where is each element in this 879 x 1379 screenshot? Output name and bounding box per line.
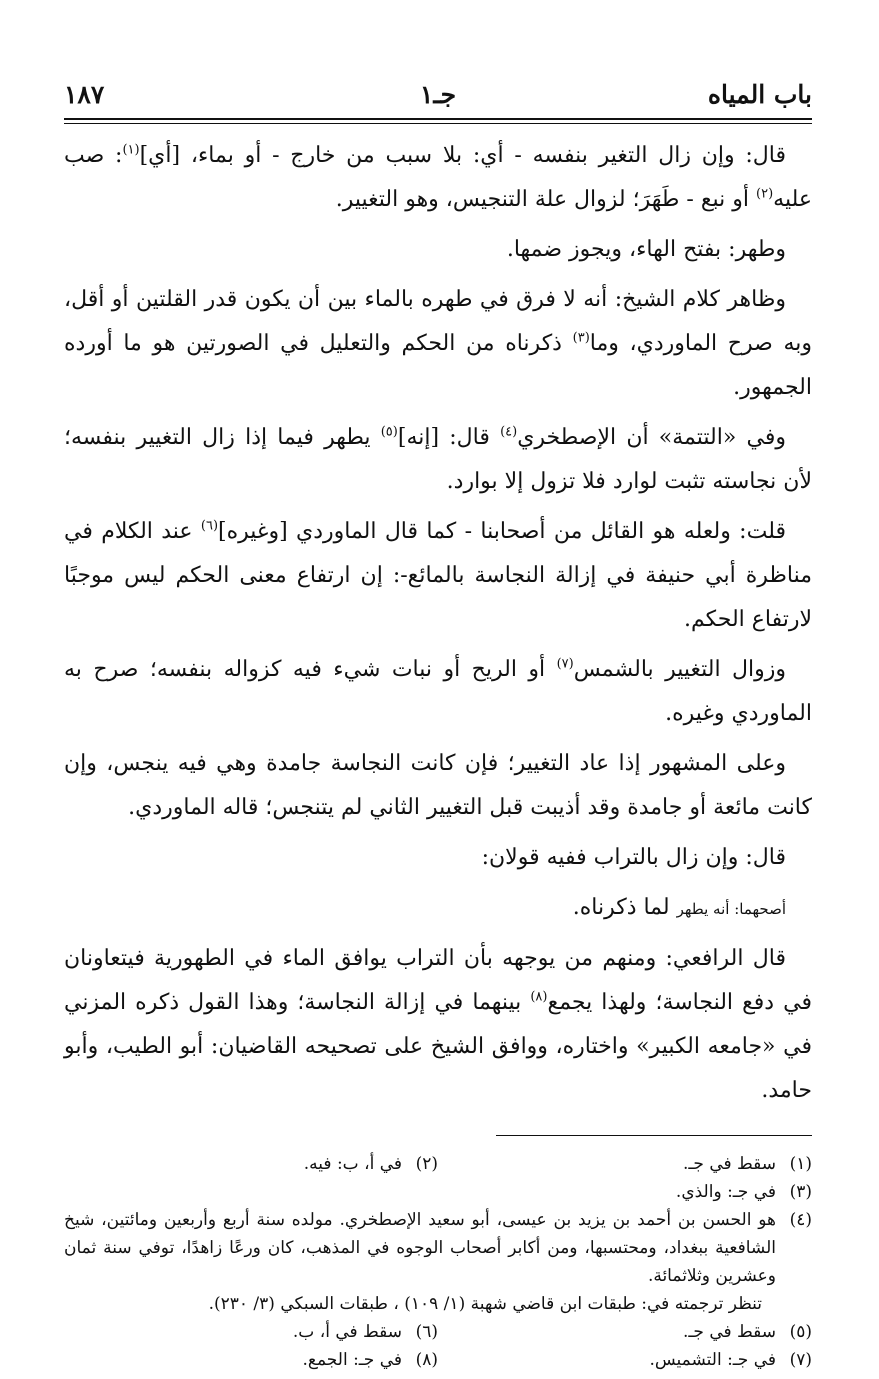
footnote-row xyxy=(64,1318,812,1346)
page-number: ١٨٧ xyxy=(64,80,105,109)
footnote xyxy=(438,1346,812,1374)
main-text xyxy=(64,134,812,1113)
footnote-row xyxy=(64,1150,812,1178)
footnote-number: (٢) xyxy=(415,1154,438,1174)
footnote-continuation: تنظر ترجمته في: طبقات ابن قاضي شهبة (١/ ١٠٩) ، طبقات السبكي (٣/ ٢٣٠). xyxy=(208,1294,762,1314)
footnote-ref[interactable]: (٦) xyxy=(200,518,219,534)
footnote-number: (٥) xyxy=(789,1322,812,1342)
small-text: أصحهما: أنه يطهر xyxy=(676,900,786,918)
paragraph: وزوال التغيير بالشمس$^{(٧)}$ أو الريح أو نبات شيء فيه كزواله بنفسه؛ صرح به الماوردي وغيره. xyxy=(64,656,812,726)
footnotes xyxy=(64,1150,812,1374)
footnote-divider xyxy=(496,1135,812,1136)
footnote-ref[interactable]: (٨) xyxy=(530,989,548,1005)
footnote-number: (٦) xyxy=(415,1322,438,1342)
footnote-ref[interactable]: (١) xyxy=(122,142,140,158)
paragraph: وطهر: بفتح الهاء، ويجوز ضمها. xyxy=(506,237,786,262)
paragraph: وعلى المشهور إذا عاد التغيير؛ فإن كانت النجاسة جامدة وهي فيه ينجس، وإن كانت مائعة أو جامدة وقد أذيبت قبل التغيير الثاني لم يتنجس؛ قاله الماوردي. xyxy=(64,751,812,820)
footnote xyxy=(64,1178,812,1206)
footnote-ref[interactable]: (٤) xyxy=(500,424,518,440)
volume-label: جـ١ xyxy=(419,80,457,109)
running-title: باب المياه xyxy=(707,80,812,109)
footnote xyxy=(64,1346,438,1374)
footnote xyxy=(438,1150,812,1178)
footnote xyxy=(64,1318,438,1346)
header-divider xyxy=(64,118,812,120)
paragraph: قلت: ولعله هو القائل من أصحابنا - كما قال الماوردي [وغيره]$^{(٦)}$ عند الكلام في مناظرة أبي حنيفة في إزالة النجاسة بالمائع-: إن ارتفاع معنى الحكم ليس موجبًا لارتفاع الحكم. xyxy=(64,518,812,632)
footnote xyxy=(64,1206,812,1290)
footnote-row xyxy=(64,1346,812,1374)
paragraph: أصحهما: أنه يطهر لما ذكرناه. xyxy=(572,895,786,920)
footnote-text: في أ، ب: فيه. xyxy=(303,1154,402,1174)
footnote-text: في جـ: التشميس. xyxy=(649,1350,776,1370)
footnote-text: في جـ: والذي. xyxy=(675,1182,776,1202)
footnote-ref[interactable]: (٧) xyxy=(556,656,574,672)
page-header xyxy=(64,74,812,118)
footnote-number: (١) xyxy=(789,1154,812,1174)
footnote-text: هو الحسن بن أحمد بن يزيد بن عيسى، أبو سعيد الإصطخري. مولده سنة أربع وأربعين ومائتين، شيخ الشافعية ببغداد، ومحتسبها، ومن أكابر أصحاب الوجوه في المذهب، كان ورعًا زاهدًا، توفي سنة ثمان وعشرين وثلاثمائة. xyxy=(64,1210,776,1286)
footnote xyxy=(64,1150,438,1178)
paragraph: قال: وإن زال التغير بنفسه - أي: بلا سبب من خارج - أو بماء، [أي]$^{(١)}$: صب عليه$^{(٢)}$ أو نبع - طَهَرَ؛ لزوال علة التنجيس، وهو التغيير. xyxy=(64,142,812,212)
footnote-number: (٨) xyxy=(415,1350,438,1370)
footnote-ref[interactable]: (٥) xyxy=(380,424,398,440)
footnote-text: سقط في جـ. xyxy=(683,1154,776,1174)
footnote-ref[interactable]: (٢) xyxy=(756,186,774,202)
footnote-number: (٣) xyxy=(789,1182,812,1202)
footnote-text: سقط في جـ. xyxy=(683,1322,776,1342)
footnote-text: في جـ: الجمع. xyxy=(302,1350,402,1370)
header-divider-thin xyxy=(64,123,812,124)
paragraph: قال الرافعي: ومنهم من يوجهه بأن التراب يوافق الماء في الطهورية فيتعاونان في دفع النجاسة؛ ولهذا يجمع$^{(٨)}$ بينهما في إزالة النجاسة؛ وهذا القول ذكره المزني في «جامعه الكبير» واختاره، ووافق الشيخ على تصحيحه القاضيان: أبو الطيب، وأبو حامد. xyxy=(64,946,812,1103)
paragraph: وفي «التتمة» أن الإصطخري$^{(٤)}$ قال: [إنه]$^{(٥)}$ يطهر فيما إذا زال التغيير بنفسه؛ لأن نجاسته تثبت لوارد فلا تزول إلا بوارد. xyxy=(64,424,812,494)
paragraph: قال: وإن زال بالتراب ففيه قولان: xyxy=(481,845,786,870)
footnote-ref[interactable]: (٣) xyxy=(572,330,590,346)
footnote xyxy=(438,1318,812,1346)
footnote-text: سقط في أ، ب. xyxy=(292,1322,402,1342)
book-page xyxy=(64,74,812,1374)
footnote-number: (٧) xyxy=(789,1350,812,1370)
paragraph: وظاهر كلام الشيخ: أنه لا فرق في طهره بالماء بين أن يكون قدر القلتين أو أقل، وبه صرح الماوردي، وما$^{(٣)}$ ذكرناه من الحكم والتعليل في الصورتين هو ما أورده الجمهور. xyxy=(64,287,812,400)
footnote-number: (٤) xyxy=(789,1210,812,1230)
